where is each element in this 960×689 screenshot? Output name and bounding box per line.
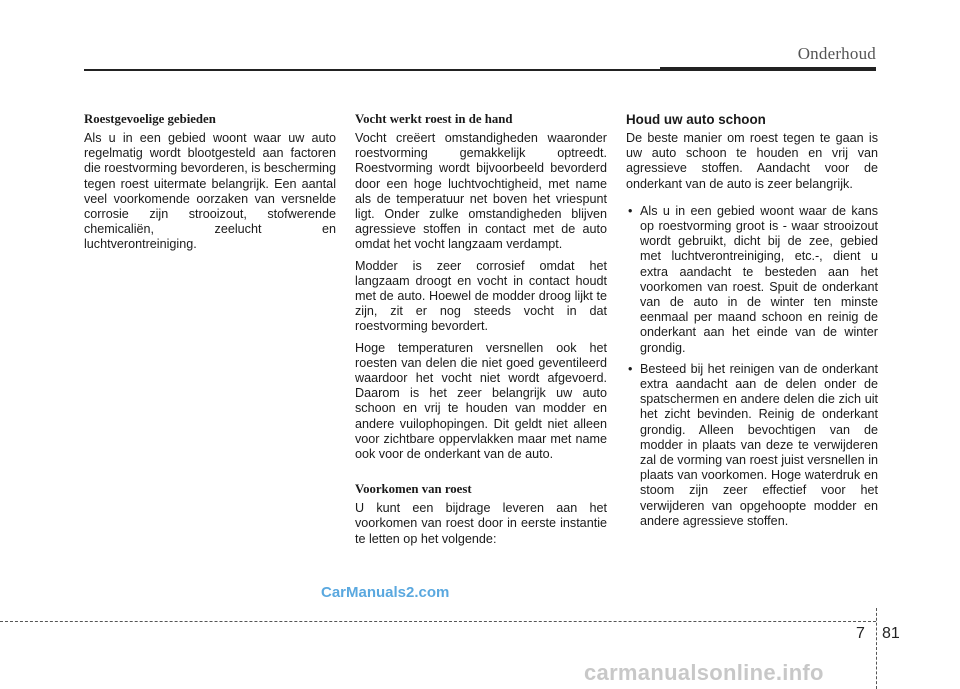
list-item-text: Als u in een gebied woont waar de kans op roestvorming groot is - waar strooizout wordt gebruikt, dicht bij de zee, gebied met luchtverontreiniging, etc.-, dient u extra aandacht te besteden aan het voorkomen van roest. Spuit de onderkant van de auto in de winter ten minste eenmaal per maand schoon en reinig de onderkant aan het einde van de winter grondig. [640,203,878,355]
bullet-icon: • [628,361,633,376]
list-item [626,362,878,529]
header-rule-thin [84,69,660,71]
heading-rust-sensitive-areas: Roestgevoelige gebieden [84,112,216,126]
watermark-carmanualsonline: carmanualsonline.info [584,660,824,685]
paragraph: Vocht creëert omstandigheden waaronder roestvorming gemakkelijk optreedt. Roestvorming wordt bijvoorbeeld bevorderd door een hoge luchtvochtigheid, met name als de temperatuur net boven het vriespunt ligt. Onder zulke omstandigheden blijven agressieve stoffen in contact met de auto omdat het vocht langzaam verdampt. [355,131,607,252]
paragraph: Als u in een gebied woont waar uw auto regelmatig wordt blootgesteld aan factoren die roestvorming bevorderen, is bescherming tegen roest uitermate belangrijk. Een aantal veel voorkomende oorzaken van versnelde corrosie zijn strooizout, stofwerende chemicaliën, zeelucht en luchtverontreiniging. [84,131,336,252]
paragraph: U kunt een bijdrage leveren aan het voorkomen van roest door in eerste instantie te letten op het volgende: [355,501,607,546]
paragraph: De beste manier om roest tegen te gaan is uw auto schoon te houden en vrij van agressieve stoffen. Aandacht voor de onderkant van de auto is zeer belangrijk. [626,131,878,191]
spacer [355,468,607,482]
list-item-text: Besteed bij het reinigen van de onderkant extra aandacht aan de delen onder de spatschermen en andere delen die zich uit het zicht bevinden. Reinig de onderkant grondig. Alleen bevochtigen van de modder in plaats van deze te verwijderen zal de vorming van roest juist versnellen in plaats van voorkomen. Hoge waterdruk en stoom zijn zeer effectief voor het verwijderen van opgehoopte modder en andere agressieve stoffen. [640,361,878,528]
column-1 [84,112,336,259]
bullet-icon: • [628,203,633,218]
chapter-number: 7 [856,625,865,642]
header-rule-thick [660,67,876,71]
footer-rule [0,621,876,622]
heading-prevent-rust: Voorkomen van roest [355,482,472,497]
paragraph: Modder is zeer corrosief omdat het langzaam droogt en vocht in contact houdt met de auto. Hoewel de modder droog lijkt te zijn, zit er nog steeds vocht in dat roestvorming bevordert. [355,258,607,334]
list-item [626,204,878,356]
footer-divider [876,608,877,689]
heading-moisture: Vocht werkt roest in de hand [355,112,513,126]
column-3 [626,112,878,535]
heading-keep-car-clean: Houd uw auto schoon [626,112,766,127]
paragraph: Hoge temperaturen versnellen ook het roesten van delen die niet goed geventileerd waardoor het vocht niet wordt afgevoerd. Daarom is het zeer belangrijk uw auto schoon en vrij te houden van modder en andere vuilophopingen. Dit geldt niet alleen voor zichtbare oppervlakken maar met name ook voor de onderkant van de auto. [355,340,607,462]
section-title: Onderhoud [797,44,876,63]
column-2 [355,112,607,553]
bullet-list [626,204,878,529]
page-number: 81 [882,625,900,642]
watermark-link-carmanuals2[interactable]: CarManuals2.com [321,584,450,601]
